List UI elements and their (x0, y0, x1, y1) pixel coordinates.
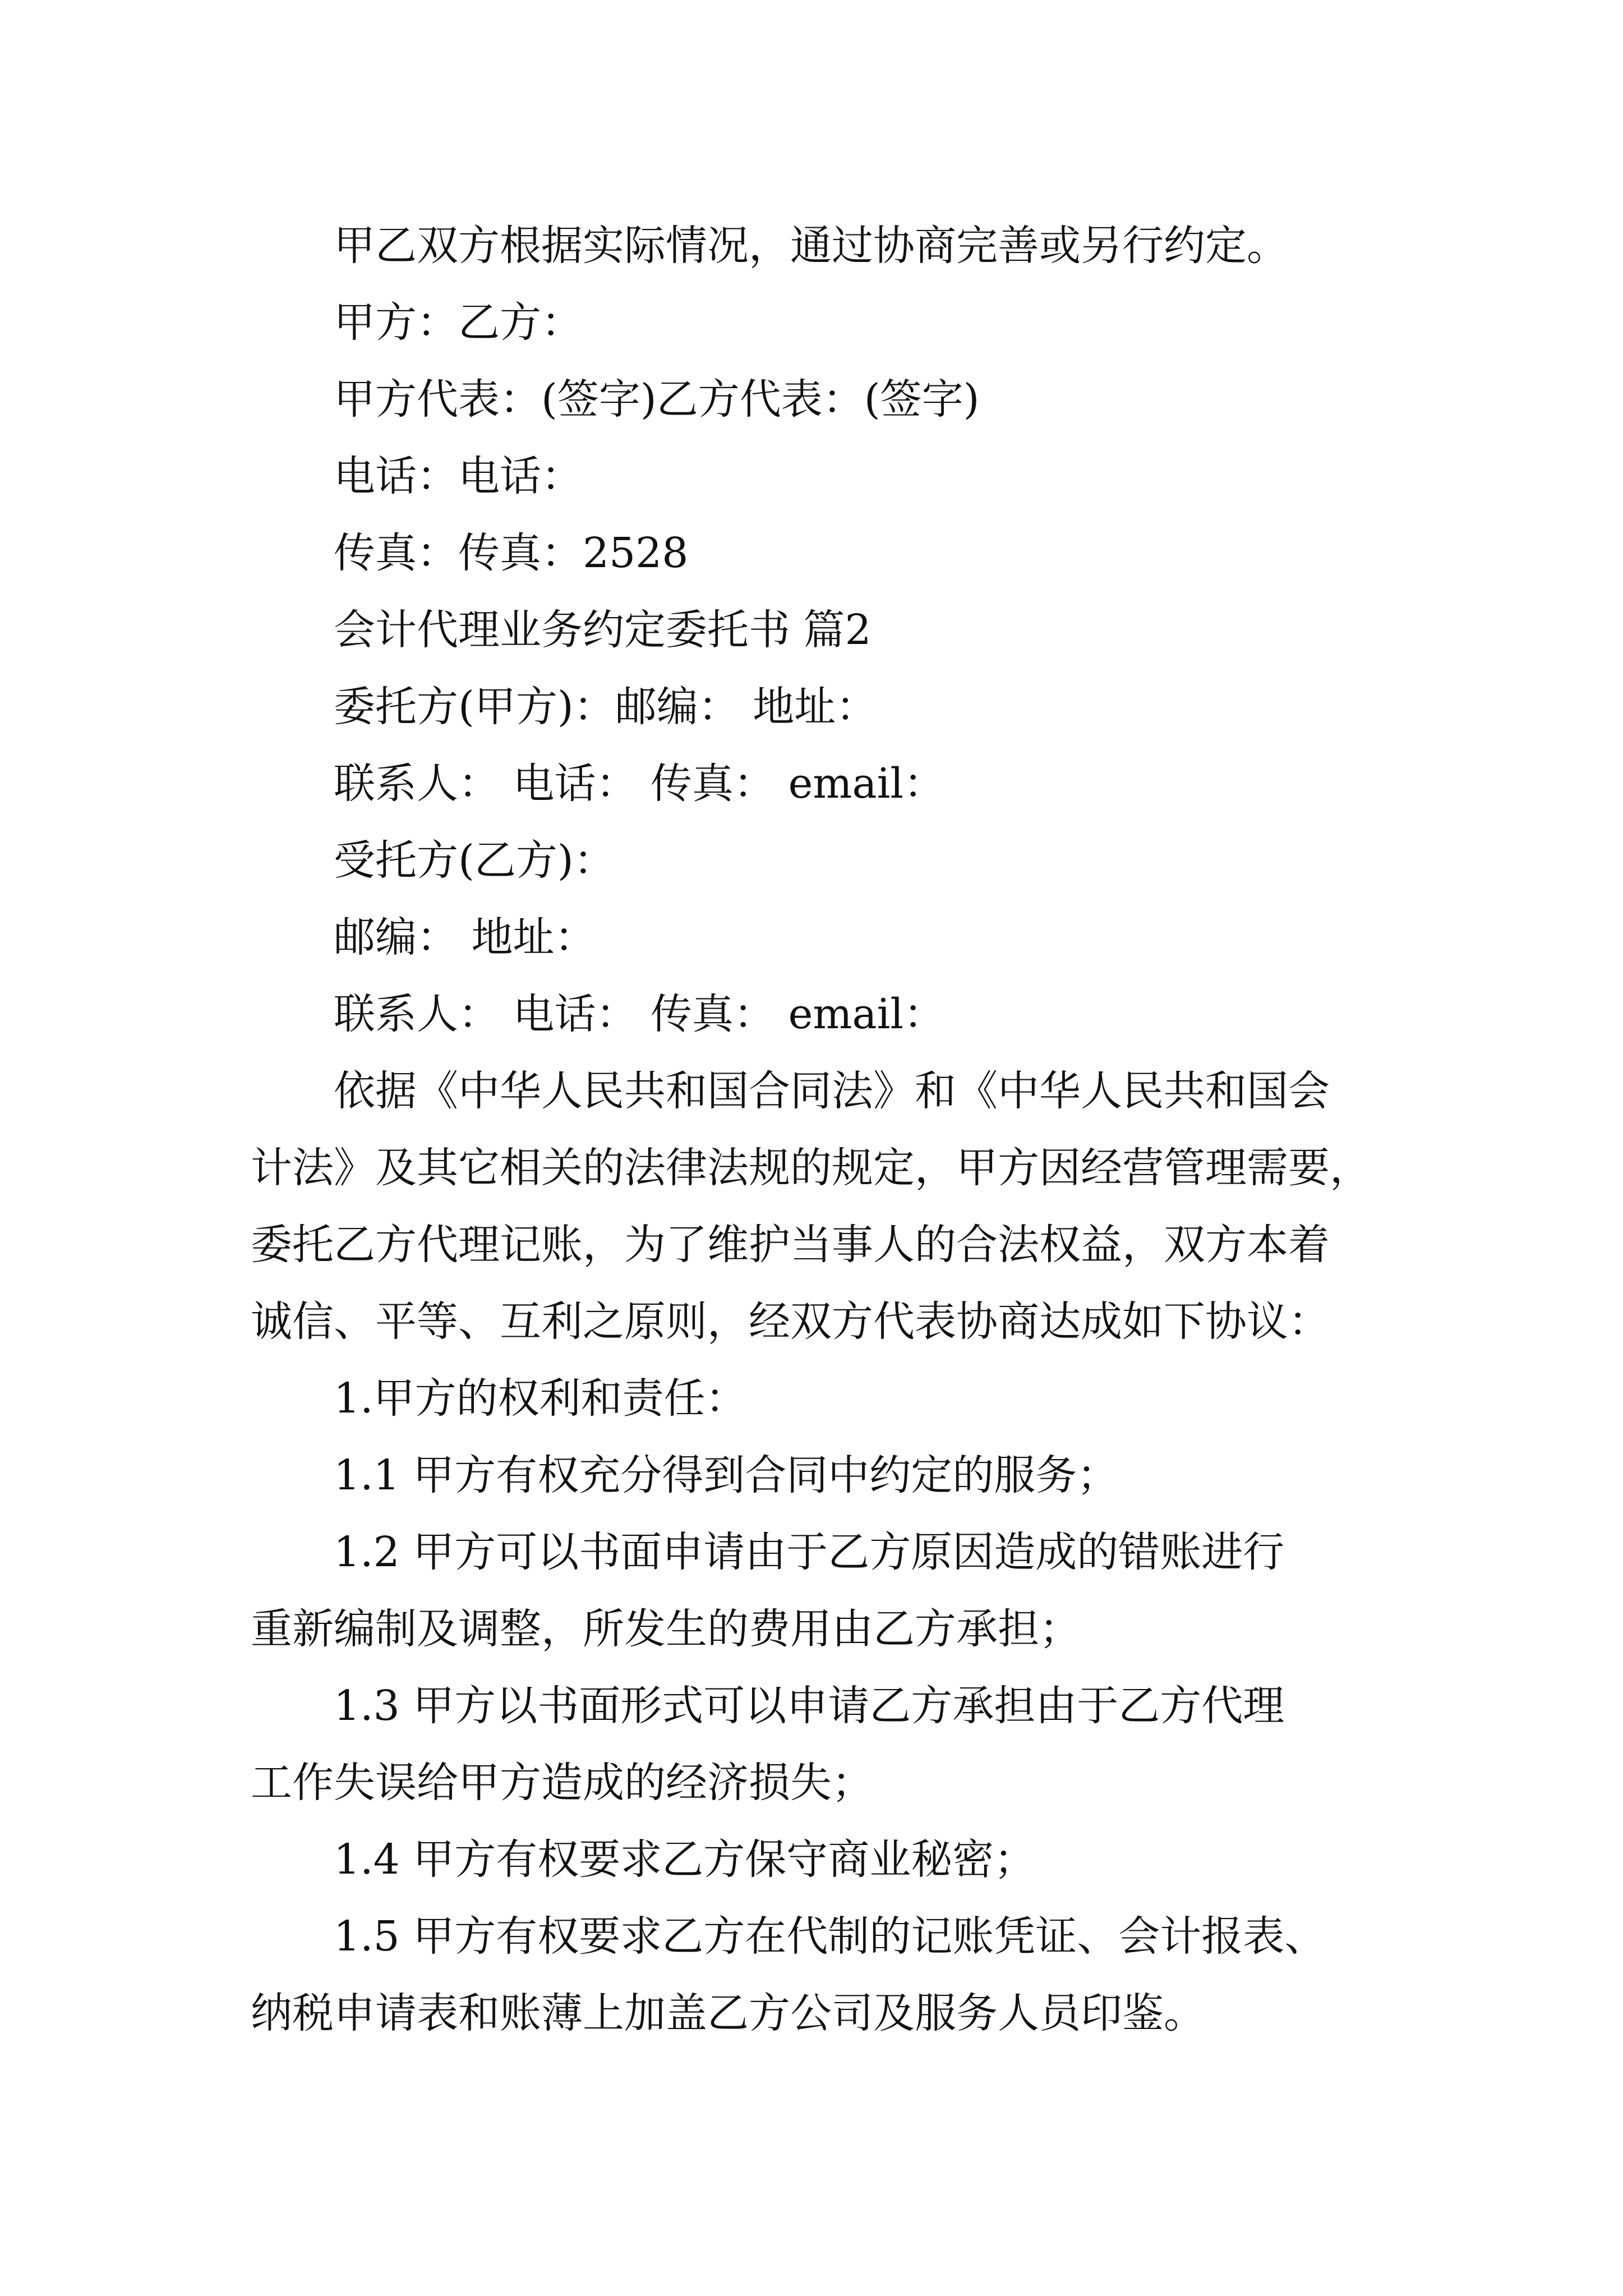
paragraph-line: 诚信、平等、互利之原则，经双方代表协商达成如下协议： (251, 1297, 1330, 1346)
clause-line: 工作失误给甲方造成的经济损失； (251, 1759, 873, 1807)
text-line: 传真：传真：2528 (334, 529, 689, 577)
clause-heading: 1.甲方的权利和责任： (334, 1374, 747, 1423)
clause-line: 1.3 甲方以书面形式可以申请乙方承担由于乙方代理 (334, 1682, 1285, 1730)
clause-line: 1.1 甲方有权充分得到合同中约定的服务； (334, 1451, 1119, 1499)
clause-line: 1.2 甲方可以书面申请由于乙方原因造成的错账进行 (334, 1528, 1285, 1576)
text-line: 电话：电话： (334, 452, 583, 500)
clause-line: 1.4 甲方有权要求乙方保守商业秘密； (334, 1835, 1036, 1884)
text-line: 受托方(乙方)： (334, 836, 615, 885)
text-line: 甲方：乙方： (334, 298, 583, 347)
clause-line: 1.5 甲方有权要求乙方在代制的记账凭证、会计报表、 (334, 1912, 1326, 1961)
text-line: 邮编： 地址： (334, 913, 596, 961)
paragraph-line: 依据《中华人民共和国合同法》和《中华人民共和国会 (334, 1067, 1330, 1115)
document-body (251, 208, 1395, 2052)
section-heading: 会计代理业务约定委托书 篇2 (334, 606, 872, 654)
text-line: 联系人： 电话： 传真： email： (334, 990, 945, 1038)
paragraph-line: 计法》及其它相关的法律法规的规定，甲方因经营管理需要， (251, 1144, 1371, 1192)
clause-line: 纳税申请表和账薄上加盖乙方公司及服务人员印鉴。 (251, 1989, 1205, 2037)
text-line: 甲乙双方根据实际情况，通过协商完善或另行约定。 (334, 222, 1288, 270)
clause-line: 重新编制及调整，所发生的费用由乙方承担； (251, 1605, 1081, 1653)
text-line: 甲方代表：(签字)乙方代表：(签字) (334, 375, 980, 424)
text-line: 联系人： 电话： 传真： email： (334, 760, 945, 808)
paragraph-line: 委托乙方代理记账，为了维护当事人的合法权益，双方本着 (251, 1221, 1330, 1269)
text-line: 委托方(甲方)：邮编： 地址： (334, 683, 878, 731)
